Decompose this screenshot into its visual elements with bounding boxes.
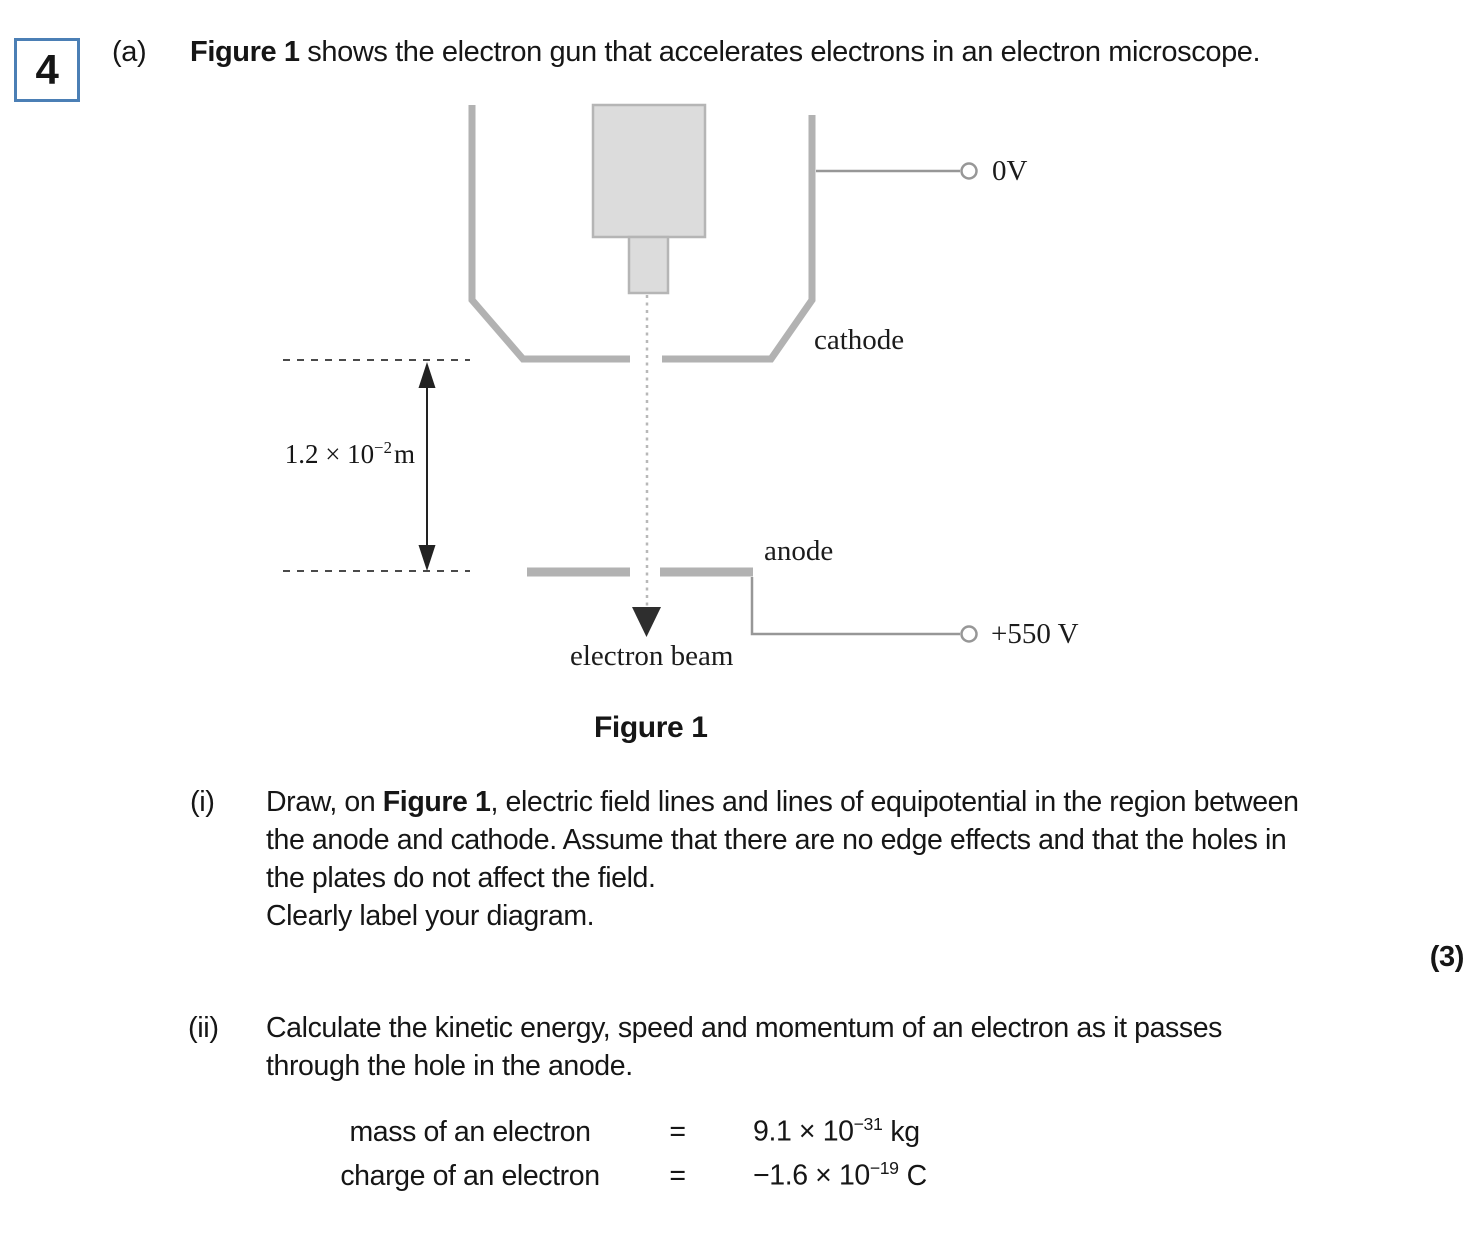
intro-figure-ref: Figure 1: [190, 36, 300, 68]
question-i-line-1: [266, 783, 1299, 821]
filament-stem: [629, 237, 668, 293]
gap-dimension-base: 1.2 × 10: [284, 439, 375, 469]
constant-row-charge: [330, 1158, 927, 1202]
question-i-marker: (i): [190, 786, 215, 818]
question-i-line1-pre: Draw, on: [266, 786, 383, 818]
constant-value: [745, 1158, 927, 1193]
equals-sign: =: [669, 1115, 686, 1148]
question-ii-marker: (ii): [188, 1012, 219, 1044]
gap-dimension-label: [248, 438, 415, 470]
constant-value: [745, 1114, 920, 1149]
dimension-arrow-bottom-head: [419, 545, 436, 571]
question-ii-line-2: through the hole in the anode.: [266, 1050, 633, 1082]
constant-value-base: 9.1 × 10: [753, 1115, 854, 1148]
question-i-figure-ref: Figure 1: [382, 786, 491, 818]
question-i-line-2: the anode and cathode. Assume that there are no edge effects and that the holes in: [266, 824, 1287, 856]
question-number: 4: [35, 46, 59, 93]
cathode-cup-left: [472, 105, 630, 359]
bottom-terminal-label: +550 V: [991, 618, 1079, 650]
figure-caption: Figure 1: [594, 711, 708, 744]
constant-label: mass of an electron: [349, 1115, 591, 1148]
constant-row-mass: [330, 1114, 927, 1158]
equals-sign: =: [669, 1159, 686, 1192]
gap-dimension-unit: m: [393, 439, 415, 469]
wire-550v: [752, 577, 960, 634]
constant-value-exponent: −31: [853, 1114, 883, 1134]
top-terminal-label: 0V: [992, 155, 1028, 187]
part-a-label: (a): [112, 36, 147, 68]
terminal-circle-0v: [962, 164, 977, 179]
question-ii-line-1: Calculate the kinetic energy, speed and momentum of an electron as it passes: [266, 1012, 1223, 1044]
constant-value-unit: C: [906, 1159, 927, 1192]
intro-text: [190, 36, 1260, 69]
cathode-label: cathode: [814, 324, 905, 356]
dimension-arrow-top-head: [419, 362, 436, 388]
question-number-box: [14, 38, 80, 102]
electron-beam-label: electron beam: [570, 640, 734, 672]
question-i-text: [266, 783, 1299, 935]
gap-dimension-exponent: −2: [374, 438, 392, 457]
question-ii-text: [266, 1009, 1222, 1085]
terminal-circle-550v: [962, 627, 977, 642]
marks-badge: (3): [1429, 941, 1464, 973]
question-i-line-3: the plates do not affect the field.: [266, 862, 656, 894]
constant-value-exponent: −19: [869, 1158, 899, 1178]
constant-value-base: −1.6 × 10: [753, 1159, 870, 1192]
constant-label: charge of an electron: [340, 1159, 600, 1192]
cathode-cup-right: [662, 115, 812, 359]
anode-label: anode: [764, 535, 834, 567]
electron-beam-arrow: [632, 607, 661, 637]
question-i-line-4: Clearly label your diagram.: [266, 900, 595, 932]
constant-value-unit: kg: [890, 1115, 920, 1148]
filament-block: [593, 105, 705, 237]
intro-rest: shows the electron gun that accelerates electrons in an electron microscope.: [299, 36, 1261, 68]
constants-table: [330, 1114, 927, 1202]
question-i-line1-post: , electric field lines and lines of equipotential in the region between: [490, 786, 1299, 818]
